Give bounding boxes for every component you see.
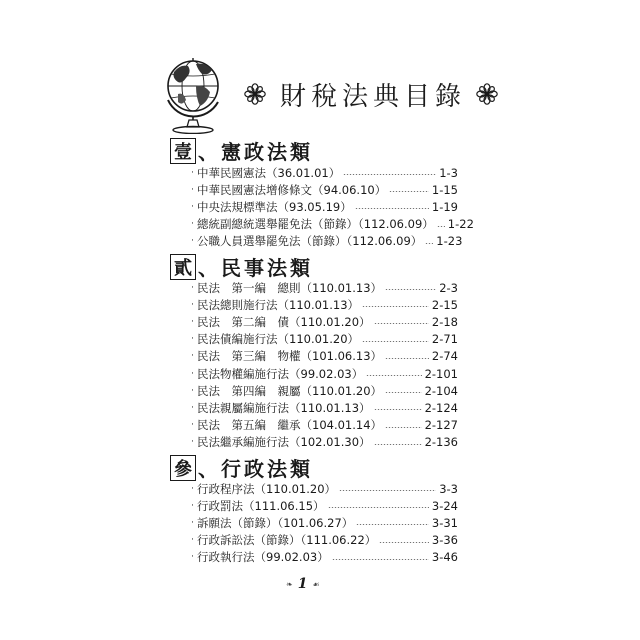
entry-title: 民法 第三編 物權（101.06.13） xyxy=(197,349,383,364)
toc-entry[interactable] xyxy=(188,216,474,233)
entry-title: 行政程序法（110.01.20） xyxy=(197,481,337,496)
entry-title: 中華民國憲法（36.01.01） xyxy=(197,165,341,180)
entry-title: 行政執行法（99.02.03） xyxy=(197,550,329,565)
dot-leader xyxy=(374,444,422,445)
bullet-dot-icon: · xyxy=(191,219,194,230)
bullet-dot-icon: · xyxy=(191,420,194,431)
page-number: 1 xyxy=(297,576,308,592)
entry-page: 1-19 xyxy=(431,199,458,214)
left-ornament-icon: ❧ xyxy=(286,579,293,589)
section-title: 、民事法類 xyxy=(198,256,313,280)
dot-leader xyxy=(437,226,445,227)
toc-entry[interactable] xyxy=(188,497,458,514)
dot-leader xyxy=(385,289,436,290)
entry-page: 2-15 xyxy=(431,297,458,312)
bullet-dot-icon: · xyxy=(191,201,194,212)
bullet-dot-icon: · xyxy=(191,552,194,563)
toc-entry[interactable] xyxy=(188,233,463,250)
entry-title: 行政罰法（111.06.15） xyxy=(197,498,325,513)
entry-page: 2-124 xyxy=(424,400,458,415)
dot-leader xyxy=(328,507,429,508)
dot-leader xyxy=(332,559,429,560)
entry-page: 1-22 xyxy=(447,217,474,232)
bullet-dot-icon: · xyxy=(191,517,194,528)
entry-page: 1-3 xyxy=(439,165,458,180)
entry-title: 總統副總統選舉罷免法（節錄）（112.06.09） xyxy=(197,217,434,232)
toc-entry[interactable] xyxy=(188,279,458,296)
toc-entry[interactable] xyxy=(188,434,458,451)
toc-entry[interactable] xyxy=(188,399,458,416)
toc-list xyxy=(188,164,474,250)
page-header xyxy=(244,76,498,112)
dot-leader xyxy=(385,358,429,359)
section-marker: 壹 xyxy=(170,138,196,164)
entry-title: 行政訴訟法（節錄）（111.06.22） xyxy=(197,533,377,548)
entry-title: 中央法規標準法（93.05.19） xyxy=(197,199,352,214)
bullet-dot-icon: · xyxy=(191,500,194,511)
entry-page: 1-15 xyxy=(431,182,458,197)
bullet-dot-icon: · xyxy=(191,316,194,327)
entry-page: 3-3 xyxy=(439,481,458,496)
entry-page: 3-24 xyxy=(431,498,458,513)
bullet-dot-icon: · xyxy=(191,236,194,247)
dot-leader xyxy=(385,427,422,428)
toc-entry[interactable] xyxy=(188,532,458,549)
entry-page: 1-23 xyxy=(436,234,463,249)
section-heading xyxy=(170,252,313,281)
toc-entry[interactable] xyxy=(188,514,458,531)
entry-title: 民法親屬編施行法（110.01.13） xyxy=(197,400,371,415)
entry-title: 民法物權編施行法（99.02.03） xyxy=(197,366,364,381)
entry-title: 民法繼承編施行法（102.01.30） xyxy=(197,435,371,450)
bullet-dot-icon: · xyxy=(191,167,194,178)
bullet-dot-icon: · xyxy=(191,368,194,379)
toc-entry[interactable] xyxy=(188,198,458,215)
toc-entry[interactable] xyxy=(188,480,458,497)
dot-leader xyxy=(425,243,433,244)
dot-leader xyxy=(366,375,421,376)
entry-page: 3-46 xyxy=(431,550,458,565)
flower-ornament-icon xyxy=(476,83,498,105)
dot-leader xyxy=(355,208,429,209)
dot-leader xyxy=(385,392,422,393)
entry-title: 民法總則施行法（110.01.13） xyxy=(197,297,360,312)
toc-entry[interactable] xyxy=(188,164,458,181)
bullet-dot-icon: · xyxy=(191,299,194,310)
bullet-dot-icon: · xyxy=(191,282,194,293)
bullet-dot-icon: · xyxy=(191,184,194,195)
entry-page: 2-3 xyxy=(439,280,458,295)
toc-entry[interactable] xyxy=(188,313,458,330)
section-marker: 參 xyxy=(170,455,196,481)
globe-illustration xyxy=(156,50,230,134)
section-heading xyxy=(170,453,313,482)
section-title: 、行政法類 xyxy=(198,457,313,481)
bullet-dot-icon: · xyxy=(191,483,194,494)
toc-entry[interactable] xyxy=(188,417,458,434)
flower-ornament-icon xyxy=(244,83,266,105)
entry-title: 民法 第一編 總則（110.01.13） xyxy=(197,280,383,295)
dot-leader xyxy=(339,490,436,491)
entry-title: 訴願法（節錄）（101.06.27） xyxy=(197,515,354,530)
dot-leader xyxy=(362,306,429,307)
dot-leader xyxy=(374,323,429,324)
toc-entry[interactable] xyxy=(188,181,458,198)
dot-leader xyxy=(379,542,429,543)
toc-entry[interactable] xyxy=(188,382,458,399)
dot-leader xyxy=(356,524,429,525)
dot-leader xyxy=(362,341,429,342)
bullet-dot-icon: · xyxy=(191,334,194,345)
dot-leader xyxy=(374,409,422,410)
bullet-dot-icon: · xyxy=(191,535,194,546)
dot-leader xyxy=(389,191,429,192)
page-footer xyxy=(286,576,320,592)
dot-leader xyxy=(343,174,436,175)
entry-page: 2-18 xyxy=(431,314,458,329)
entry-page: 2-71 xyxy=(431,332,458,347)
entry-page: 2-136 xyxy=(424,435,458,450)
toc-list xyxy=(188,279,458,451)
section-heading xyxy=(170,136,313,165)
entry-title: 公職人員選舉罷免法（節錄）（112.06.09） xyxy=(197,234,423,249)
bullet-dot-icon: · xyxy=(191,437,194,448)
section-title: 、憲政法類 xyxy=(198,140,313,164)
entry-title: 民法 第五編 繼承（104.01.14） xyxy=(197,418,383,433)
toc-entry[interactable] xyxy=(188,296,458,313)
toc-entry[interactable] xyxy=(188,549,458,566)
right-ornament-icon: ☙ xyxy=(312,579,320,589)
entry-title: 民法債編施行法（110.01.20） xyxy=(197,332,360,347)
entry-title: 民法 第二編 債（110.01.20） xyxy=(197,314,371,329)
section-marker: 貳 xyxy=(170,254,196,280)
entry-page: 2-127 xyxy=(424,418,458,433)
entry-page: 2-101 xyxy=(424,366,458,381)
entry-title: 民法 第四編 親屬（110.01.20） xyxy=(197,383,383,398)
entry-page: 3-36 xyxy=(431,533,458,548)
entry-page: 2-74 xyxy=(431,349,458,364)
bullet-dot-icon: · xyxy=(191,385,194,396)
entry-page: 2-104 xyxy=(424,383,458,398)
bullet-dot-icon: · xyxy=(191,402,194,413)
toc-entry[interactable] xyxy=(188,348,458,365)
toc-entry[interactable] xyxy=(188,365,458,382)
toc-list xyxy=(188,480,458,566)
bullet-dot-icon: · xyxy=(191,351,194,362)
entry-page: 3-31 xyxy=(431,515,458,530)
entry-title: 中華民國憲法增修條文（94.06.10） xyxy=(197,182,387,197)
page-title: 財稅法典目錄 xyxy=(280,81,467,112)
toc-entry[interactable] xyxy=(188,331,458,348)
